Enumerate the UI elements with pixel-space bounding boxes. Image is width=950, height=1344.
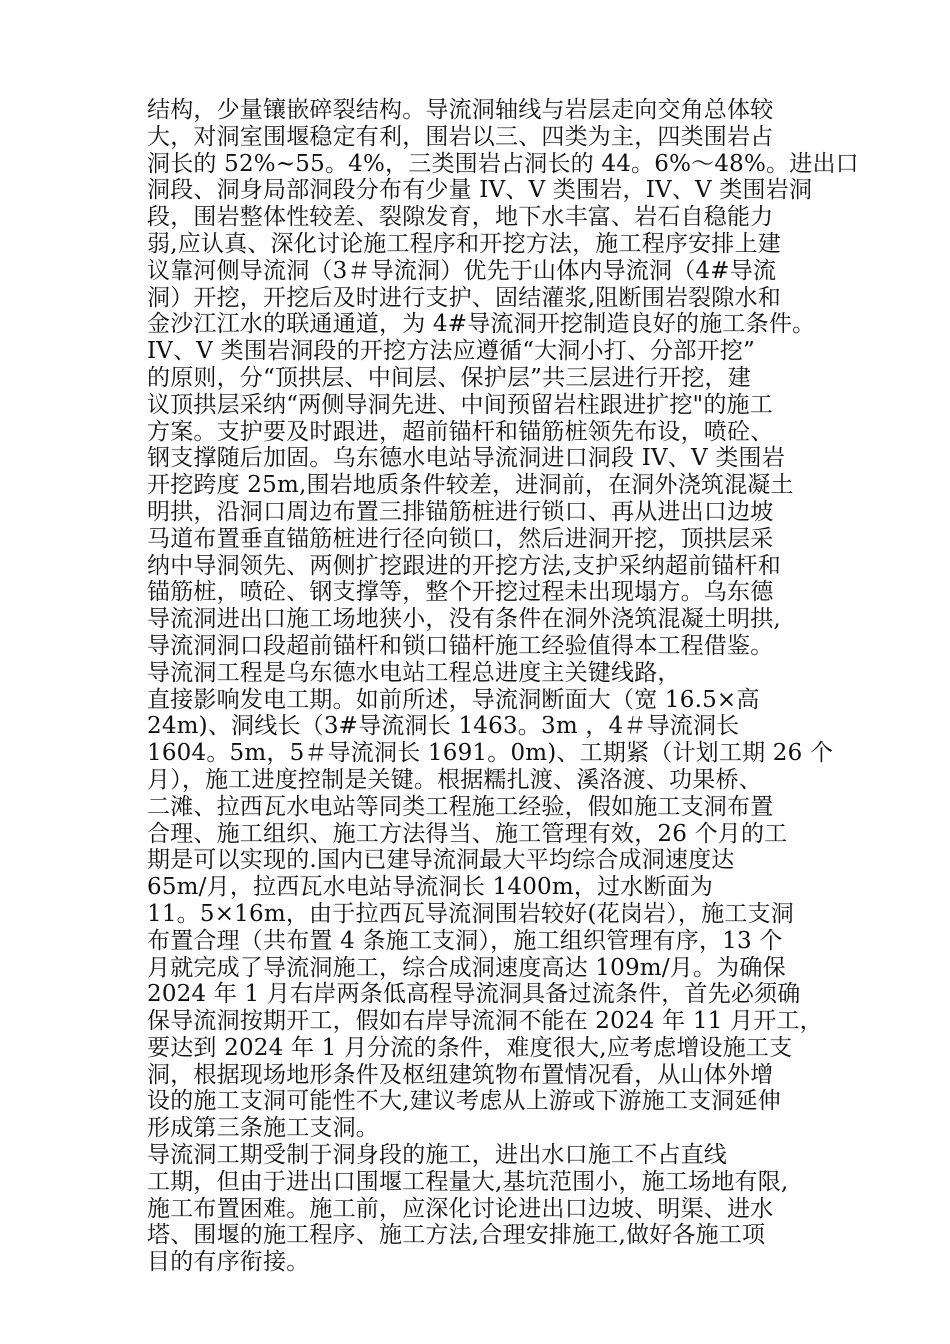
text-line: 洞长的 52%~55。4%，三类围岩占洞长的 44。6%～48%。进出口: [147, 150, 859, 177]
text-line: 要达到 2024 年 1 月分流的条件，难度很大,应考虑增设施工支: [147, 1034, 793, 1061]
text-line: 形成第三条施工支洞。: [147, 1115, 379, 1142]
text-line: 明拱，沿洞口周边布置三排锚筋桩进行锁口、再从进出口边坡: [147, 498, 774, 525]
text-line: 马道布置垂直锚筋桩进行径向锁口，然后进洞开挖，顶拱层采: [147, 525, 774, 552]
text-line: 月），施工进度控制是关键。根据糯扎渡、溪洛渡、功果桥、: [147, 766, 762, 793]
text-line: 塔、围堰的施工程序、施工方法,合理安排施工,做好各施工项: [147, 1222, 766, 1249]
text-line: 洞段、洞身局部洞段分布有少量 IV、V 类围岩，IV、V 类围岩洞: [147, 177, 813, 204]
text-line: 11。5×16m，由于拉西瓦导流洞围岩较好(花岗岩），施工支洞: [147, 900, 794, 927]
text-line: 段，围岩整体性较差、裂隙发育，地下水丰富、岩石自稳能力: [147, 204, 774, 231]
text-line: 二滩、拉西瓦水电站等同类工程施工经验，假如施工支洞布置: [147, 793, 774, 820]
text-line: 65m/月，拉西瓦水电站导流洞长 1400m，过水断面为: [147, 874, 714, 901]
text-line: 纳中导洞领先、两侧扩挖跟进的开挖方法,支护采纳超前锚杆和: [147, 552, 781, 579]
text-line: 议顶拱层采纳“两侧导洞先进、中间预留岩柱跟进扩挖"的施工: [147, 391, 773, 418]
text-line: 24m)、洞线长（3#导流洞长 1463。3m ，4＃导流洞长: [147, 713, 740, 740]
text-line: 钢支撑随后加固。乌东德水电站导流洞进口洞段 IV、V 类围岩: [147, 445, 785, 472]
text-line: 目的有序衔接。: [147, 1249, 310, 1276]
text-line: 议靠河侧导流洞（3＃导流洞）优先于山体内导流洞（4#导流: [147, 257, 777, 284]
text-line: 洞）开挖，开挖后及时进行支护、固结灌浆,阻断围岩裂隙水和: [147, 284, 781, 311]
text-line: 大，对洞室围堰稳定有利，围岩以三、四类为主，四类围岩占: [147, 123, 774, 150]
text-line: 开挖跨度 25m,围岩地质条件较差，进洞前，在洞外浇筑混凝土: [147, 472, 794, 499]
document-body-text: [147, 97, 859, 1276]
text-line: 期是可以实现的.国内已建导流洞最大平均综合成洞速度达: [147, 847, 735, 874]
text-line: 结构，少量镶嵌碎裂结构。导流洞轴线与岩层走向交角总体较: [147, 97, 774, 123]
text-line: 施工布置困难。施工前，应深化讨论进出口边坡、明渠、进水: [147, 1195, 774, 1222]
text-line: 的原则，分“顶拱层、中间层、保护层”共三层进行开挖，建: [147, 364, 751, 391]
text-line: 金沙江江水的联通通道，为 4#导流洞开挖制造良好的施工条件。: [147, 311, 816, 338]
text-line: 锚筋桩，喷砼、钢支撑等，整个开挖过程未出现塌方。乌东德: [147, 579, 774, 606]
text-line: IV、V 类围岩洞段的开挖方法应遵循“大洞小打、分部开挖”: [147, 338, 755, 365]
text-line: 直接影响发电工期。如前所述，导流洞断面大（宽 16.5×高: [147, 686, 760, 713]
text-line: 工期，但由于进出口围堰工程量大,基坑范围小，施工场地有限,: [147, 1168, 789, 1195]
text-line: 2024 年 1 月右岸两条低高程导流洞具备过流条件，首先必须确: [147, 981, 801, 1008]
text-line: 月就完成了导流洞施工，综合成洞速度高达 109m/月。为确保: [147, 954, 786, 981]
text-line: 洞，根据现场地形条件及枢纽建筑物布置情况看，从山体外增: [147, 1061, 774, 1088]
text-line: 方案。支护要及时跟进，超前锚杆和锚筋桩领先布设，喷砼、: [147, 418, 774, 445]
text-line: 1604。5m，5＃导流洞长 1691。0m)、工期紧（计划工期 26 个: [147, 740, 834, 767]
text-line: 弱,应认真、深化讨论施工程序和开挖方法，施工程序安排上建: [147, 230, 781, 257]
text-line: 保导流洞按期开工，假如右岸导流洞不能在 2024 年 11 月开工，: [147, 1008, 823, 1035]
text-line: 合理、施工组织、施工方法得当、施工管理有效，26 个月的工: [147, 820, 788, 847]
text-line: 设的施工支洞可能性不大,建议考虑从上游或下游施工支洞延伸: [147, 1088, 781, 1115]
text-line: 导流洞洞口段超前锚杆和锁口锚杆施工经验值得本工程借鉴。: [147, 632, 774, 659]
text-line: 导流洞工期受制于洞身段的施工，进出水口施工不占直线: [147, 1142, 727, 1169]
text-line: 导流洞工程是乌东德水电站工程总进度主关键线路，: [147, 659, 681, 686]
text-line: 导流洞进出口施工场地狭小，没有条件在洞外浇筑混凝土明拱,: [147, 606, 781, 633]
text-line: 布置合理（共布置 4 条施工支洞），施工组织管理有序，13 个: [147, 927, 783, 954]
